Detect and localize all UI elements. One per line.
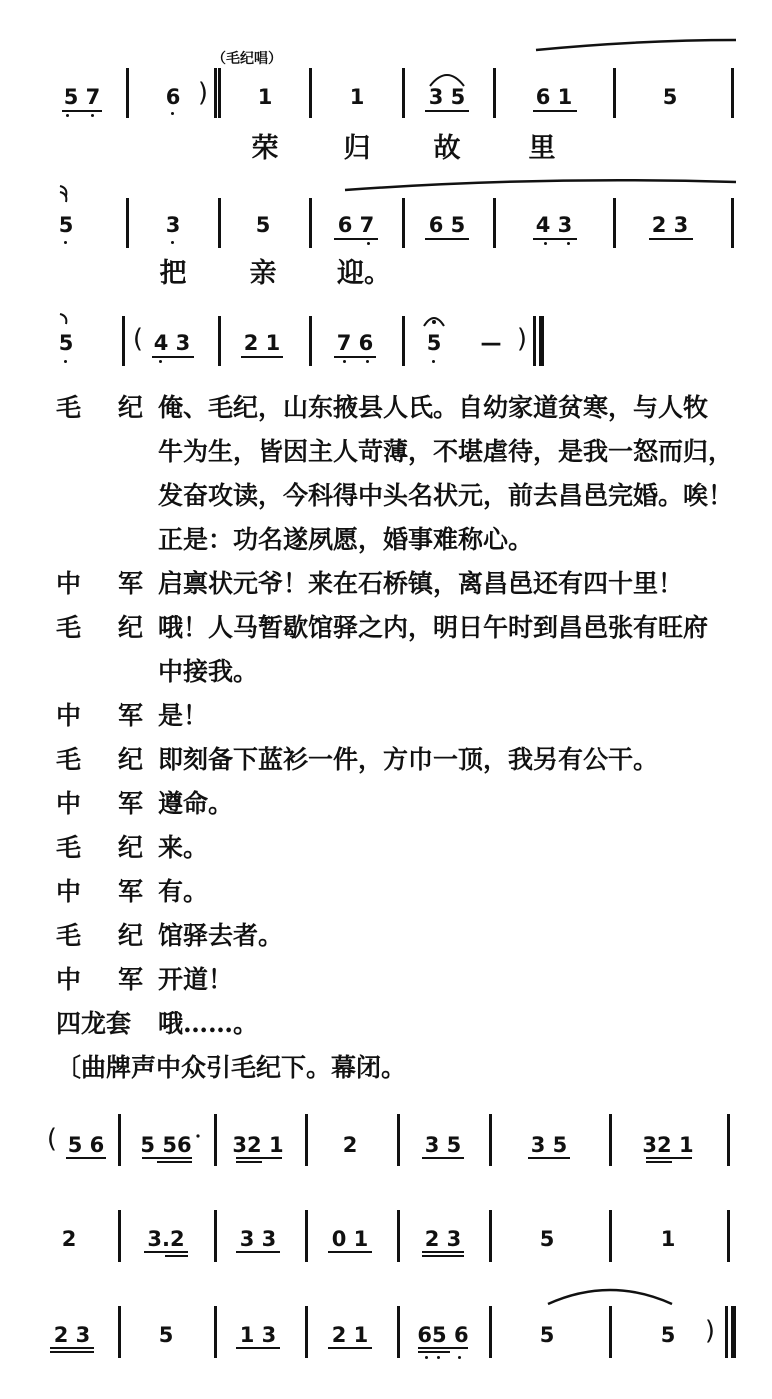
note-group: 1 xyxy=(660,1227,676,1251)
open-paren: ( xyxy=(46,1124,58,1154)
note-group: 5 xyxy=(426,331,442,355)
note-group: 3 5 xyxy=(530,1133,568,1157)
note-group: 5 xyxy=(255,213,271,237)
note-group: 4 3 xyxy=(153,331,191,355)
note-group: 1 xyxy=(349,85,365,109)
note-group: 1 3 xyxy=(239,1323,277,1347)
dialogue-line: 开道！ xyxy=(158,965,234,994)
dialogue-line: 启禀状元爷！来在石桥镇，离昌邑还有四十里！ xyxy=(158,569,684,598)
note-group: 32 1 xyxy=(232,1133,284,1157)
fermata-dot xyxy=(432,320,436,324)
breath-mark xyxy=(60,314,66,324)
lyric: 里 xyxy=(528,133,556,164)
note-group: 6 1 xyxy=(535,85,573,109)
note-group: 5 xyxy=(539,1323,555,1347)
close-paren: ) xyxy=(197,78,209,108)
note-group: 5 56 xyxy=(140,1133,192,1157)
dialogue-line: 哦……。 xyxy=(158,1009,259,1038)
dialogue-line: 中接我。 xyxy=(158,657,259,686)
dialogue-line: 是！ xyxy=(158,701,209,730)
speaker-name: 中 军 xyxy=(56,965,150,994)
note-group: 5 xyxy=(539,1227,555,1251)
close-paren: ) xyxy=(704,1316,716,1346)
note-group: 5 xyxy=(58,331,74,355)
lyric: 迎。 xyxy=(337,258,391,289)
lyric: 故 xyxy=(433,133,461,164)
note-group: 6 xyxy=(165,85,181,109)
lyric: 归 xyxy=(343,133,371,164)
close-paren: ) xyxy=(516,324,528,354)
lyric: 亲 xyxy=(249,258,277,289)
note-group: 3.2 xyxy=(147,1227,185,1251)
note-group: 3 3 xyxy=(239,1227,277,1251)
note-group: 5 xyxy=(660,1323,676,1347)
dialogue-line: 遵命。 xyxy=(158,789,234,818)
singer-note: （毛纪唱） xyxy=(212,51,282,67)
slur-arc xyxy=(548,1290,672,1304)
note-group: 2 xyxy=(342,1133,358,1157)
dialogue-line: 即刻备下蓝衫一件，方巾一顶，我另有公干。 xyxy=(158,745,659,774)
note-group: 4 3 xyxy=(535,213,573,237)
note-group: 5 6 xyxy=(67,1133,105,1157)
lyric: 荣 xyxy=(251,133,279,164)
note-group: 5 7 xyxy=(63,85,101,109)
note-group: 6 5 xyxy=(428,213,466,237)
slur-arc xyxy=(345,180,736,190)
open-paren: ( xyxy=(132,324,144,354)
speaker-name: 毛 纪 xyxy=(56,393,150,422)
speaker-name: 毛 纪 xyxy=(56,745,150,774)
note-group: 6 7 xyxy=(337,213,375,237)
dialogue-line: 俺、毛纪，山东掖县人氏。自幼家道贫寒，与人牧 xyxy=(158,393,709,422)
note-group: 32 1 xyxy=(642,1133,694,1157)
speaker-name: 中 军 xyxy=(56,569,150,598)
speaker-name: 中 军 xyxy=(56,877,150,906)
speaker-name: 毛 纪 xyxy=(56,613,150,642)
dialogue-line: 正是：功名遂夙愿，婚事难称心。 xyxy=(158,525,534,554)
note-group: 5 xyxy=(58,213,74,237)
note-group: 2 1 xyxy=(243,331,281,355)
dialogue-line: 哦！人马暂歇馆驿之内，明日午时到昌邑张有旺府 xyxy=(158,613,709,642)
slur-arc xyxy=(430,75,464,86)
note-group: 5 xyxy=(158,1323,174,1347)
note-group: 3 xyxy=(165,213,181,237)
dialogue-line: 来。 xyxy=(158,833,209,862)
note-group: 2 3 xyxy=(53,1323,91,1347)
note-group: 2 xyxy=(61,1227,77,1251)
dot-mark xyxy=(196,1134,199,1137)
note-group: 2 3 xyxy=(424,1227,462,1251)
note-group: 3 5 xyxy=(424,1133,462,1157)
dialogue-line: 有。 xyxy=(158,877,209,906)
slur-arc xyxy=(536,40,736,50)
speaker-name: 毛 纪 xyxy=(56,921,150,950)
speaker-name: 毛 纪 xyxy=(56,833,150,862)
dialogue-line: 发奋攻读，今科得中头名状元，前去昌邑完婚。唉！ xyxy=(158,481,734,510)
note-group: 0 1 xyxy=(331,1227,369,1251)
lyric: 把 xyxy=(159,258,187,289)
note-group: 3 5 xyxy=(428,85,466,109)
note-group: 7 6 xyxy=(336,331,374,355)
dialogue-line: 牛为生，皆因主人苛薄，不堪虐待，是我一怒而归， xyxy=(158,437,734,466)
speaker-name: 中 军 xyxy=(56,701,150,730)
dialogue-line: 馆驿去者。 xyxy=(158,921,284,950)
stage-direction: 〔曲牌声中众引毛纪下。幕闭。 xyxy=(56,1053,407,1082)
note-group: 65 6 xyxy=(417,1323,469,1347)
note-group: 2 3 xyxy=(651,213,689,237)
speaker-name: 四龙套 xyxy=(56,1009,132,1038)
note-group: 1 xyxy=(257,85,273,109)
note-group: 5 xyxy=(662,85,678,109)
dash: — xyxy=(480,331,502,355)
note-group: 2 1 xyxy=(331,1323,369,1347)
speaker-name: 中 军 xyxy=(56,789,150,818)
